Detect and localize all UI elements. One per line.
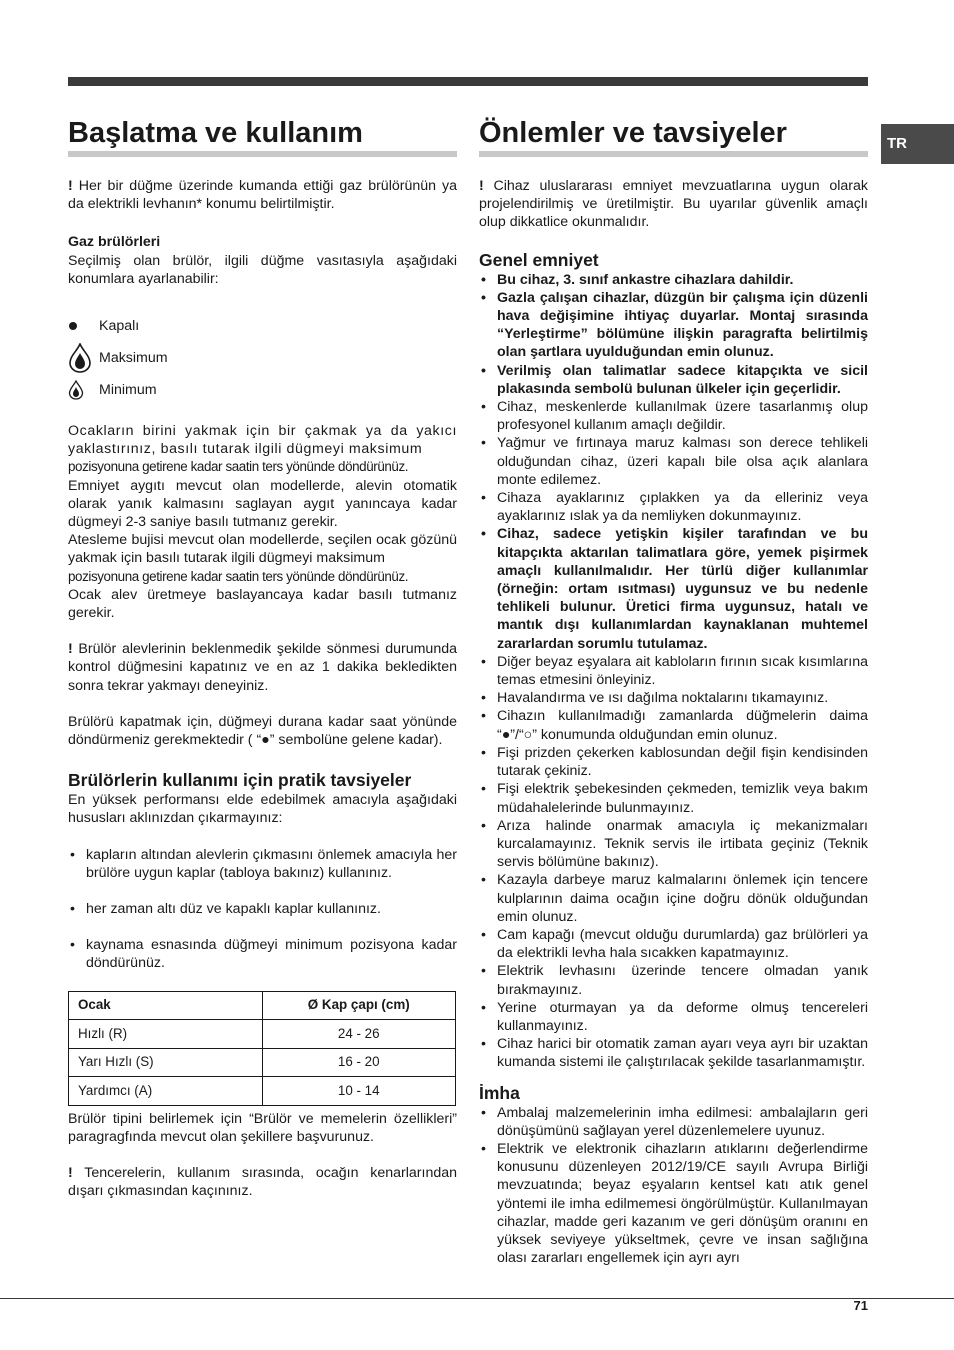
list-item: • Ambalaj malzemelerinin imha edilmesi: ambalajların geri dönüşümünü sağlayan yerel düzenlemelere uyunuz. [479, 1104, 868, 1140]
right-title: Önlemler ve tavsiyeler [479, 115, 868, 157]
disposal-heading: İmha [479, 1082, 520, 1103]
general-safety-list [479, 271, 868, 1072]
list-item: • Cihazın kullanılmadığı zamanlarda düğmelerin daima “●”/“○” konumunda olduğundan emin olunuz. [479, 707, 868, 743]
symbol-list [68, 310, 457, 406]
ignite-text-4: Atesleme bujisi mevcut olan modellerde, seçilen ocak gözünü yakmak için basılı tutarak ilgili dügmeyi maksimum [68, 532, 457, 567]
list-item: • kaynama esnasında düğmeyi minimum pozisyona kadar döndürünüz. [68, 936, 457, 972]
left-column [68, 115, 457, 1201]
list-item: • Verilmiş olan talimatlar sadece kitapçıkta ve sicil plakasında sembolü bulunan ülkeler için geçerlidir. [479, 362, 868, 398]
list-item: • Bu cihaz, 3. sınıf ankastre cihazlara dahildir. [479, 271, 868, 289]
list-item: • Yağmur ve fırtınaya maruz kalması son derece tehlikeli olduğundan cihaz, üzeri kapalı bile olsa açık alanlara monte edilemez. [479, 434, 868, 489]
pot-size-table [68, 991, 456, 1106]
list-item: • her zaman altı düz ve kapaklı kaplar kullanınız. [68, 900, 457, 918]
language-tab: TR [881, 124, 954, 164]
intro-note: ! Her bir düğme üzerinde kumanda ettiği gaz brülörünün ya da elektrikli levhanın* konumu belirtilmiştir. [68, 178, 457, 213]
list-item: • Fişi elektrik şebekesinden çekmeden, temizlik veya bakım müdahalelerinde bulunmayınız. [479, 780, 868, 816]
list-item: • Elektrik levhasını üzerinde tencere olmadan yanık bırakmayınız. [479, 962, 868, 998]
ignite-text-1: Ocakların birini yakmak için bir çakmak ya da yakıcı yaklastırınız, basılı tutarak ilgili dügmeyi maksimum [68, 423, 457, 458]
gas-text: Seçilmiş olan brülör, ilgili düğme vasıtasıyla aşağıdaki konumlara ayarlanabilir: [68, 252, 457, 287]
table-header: Ocak [69, 991, 263, 1020]
list-item: • Havalandırma ve ısı dağılma noktalarını tıkamayınız. [479, 689, 868, 707]
disposal-list [479, 1104, 868, 1268]
ignite-text-2: pozisyonuna getirene kadar saatin ters yönünde döndürünüz. [68, 459, 409, 475]
table-cell: 16 - 20 [262, 1048, 456, 1077]
list-item: • Cihaza ayaklarınız çıplakken ya da elleriniz veya ayaklarınız ıslak ya da nemliyken dokunmayınız. [479, 489, 868, 525]
table-cell: 10 - 14 [262, 1077, 456, 1106]
turn-off-text: Brülörü kapatmak için, düğmeyi durana kadar saat yönünde döndürmeniz gerekmektedir ( “●” sembolüne gelene kadar). [68, 713, 457, 749]
left-title: Başlatma ve kullanım [68, 115, 457, 157]
small-flame-icon [68, 380, 99, 400]
table-header: Ø Kap çapı (cm) [262, 991, 456, 1020]
tips-heading: Brülörlerin kullanımı için pratik tavsiyeler [68, 770, 412, 791]
top-rule [68, 77, 868, 86]
table-cell: Yarı Hızlı (S) [69, 1048, 263, 1077]
table-cell: 24 - 26 [262, 1020, 456, 1049]
table-row [69, 1077, 456, 1106]
list-item: • Gazla çalışan cihazlar, düzgün bir çalışma için düzenli hava değişimine ihtiyaç duyarlar. Montaj sırasında “Yerleştirme” bölümüne ilişkin paragrafta belirtilmiş olan şartlara uyulduğundan emin olunuz. [479, 289, 868, 362]
symbol-min: Minimum [68, 374, 457, 406]
list-item: • Kazayla darbeye maruz kalmalarını önlemek için tencere kulplarının daima ocağın içine doğru dönük olduğundan emin olunuz. [479, 871, 868, 926]
table-header-row [69, 991, 456, 1020]
burner-warning: ! Brülör alevlerinin beklenmedik şekilde sönmesi durumunda kontrol düğmesini kapatınız ve en az 1 dakika bekledikten sonra tekrar yakmayı deneyiniz. [68, 641, 457, 694]
pans-warning: ! Tencerelerin, kullanım sırasında, ocağın kenarlarından dışarı çıkmasından kaçınınız. [68, 1165, 458, 1200]
list-item: • Arıza halinde onarmak amacıyla iç mekanizmaları kurcalamayınız. Teknik servis ile irtibata geçiniz (Teknik servis bölümüne bakınız). [479, 817, 868, 872]
tips-intro: En yüksek performansı elde edebilmek amacıyla aşağıdaki hususları aklınızdan çıkarmayınız: [68, 792, 457, 827]
safety-intro: ! Cihaz uluslararası emniyet mevzuatlarına uygun olarak projelendirilmiş ve üretilmiştir. Bu uyarılar güvenlik amaçlı olup dikkatlice okunmalıdır. [479, 178, 868, 231]
list-item: • Fişi prizden çekerken kablosundan değil fişin kendisinden tutarak çekiniz. [479, 744, 868, 780]
list-item: • Cihaz, meskenlerde kullanılmak üzere tasarlanmış olup profesyonel kullanım amaçlı değildir. [479, 398, 868, 434]
ignite-text-3: Emniyet aygıtı mevcut olan modellerde, alevin otomatik olarak yanık kalmasını saglayan aygıt yanıncaya kadar dügmeyi 2-3 saniye basılı tutmanız gerekir. [68, 477, 457, 531]
large-flame-icon [68, 343, 99, 373]
bottom-rule [0, 1298, 954, 1299]
tips-list [68, 846, 457, 973]
list-item: • Cihaz, sadece yetişkin kişiler tarafından ve bu kitapçıkta aktarılan talimatlara göre, yemek pişirmek amaçlı kullanılmalıdır. Her türlü diğer kullanımlar (örneğin: ortam ısıtması) uygunsuz ve bu nedenle tehlikeli bulunur. Üretici firma uygunsuz, hatalı ve mantık dışı kullanımlardan kaynaklanan muhtemel zararlardan sorumlu tutulamaz. [479, 525, 868, 652]
table-row [69, 1048, 456, 1077]
table-cell: Hızlı (R) [69, 1020, 263, 1049]
ignite-text-6: Ocak alev üretmeye baslayancaya kadar basılı tutmanız gerekir. [68, 586, 457, 622]
list-item: • Diğer beyaz eşyalara ait kabloların fırının sıcak kısımlarına temas etmesini önleyiniz. [479, 653, 868, 689]
table-cell: Yardımcı (A) [69, 1077, 263, 1106]
symbol-off: Kapalı [68, 310, 457, 342]
list-item: • kapların altından alevlerin çıkmasını önlemek amacıyla her brülöre uygun kaplar (tabloya bakınız) kullanınız. [68, 846, 457, 882]
gas-heading: Gaz brülörleri [68, 234, 161, 251]
table-row [69, 1020, 456, 1049]
list-item: • Cihaz harici bir otomatik zaman ayarı veya ayrı bir uzaktan kumanda sistemi ile çalıştırılacak şekilde tasarlanmamıştır. [479, 1035, 868, 1071]
filled-dot-icon [68, 321, 99, 331]
list-item: • Elektrik ve elektronik cihazların atıklarını değerlendirme konusunu düzenleyen 2012/19/CE sayılı Avrupa Birliği mevzuatında; beyaz eşyaların kentsel katı atık genel yöntemi ile imha edilmemesi öngörülmüştür. Kullanılmayan cihazlar, madde geri kazanım ve geri dönüşüm oranını en yüksek seviyeye yükseltmek, çevre ve insan sağlığına olası zararları engellemek için ayrı ayrı [479, 1140, 868, 1267]
page-number: 71 [853, 1298, 868, 1313]
general-safety-heading: Genel emniyet [479, 249, 599, 270]
ignite-text-5: pozisyonuna getirene kadar saatin ters yönünde döndürünüz. [68, 568, 409, 584]
list-item: • Cam kapağı (mevcut olduğu durumlarda) gaz brülörleri ya da elektrikli levha hala sıcakken kapatmayınız. [479, 926, 868, 962]
after-table-text: Brülör tipini belirlemek için “Brülör ve memelerin özellikleri” paragragfında mevcut olan şekillere başvurunuz. [68, 1110, 457, 1145]
right-column [479, 115, 868, 1267]
symbol-max: Maksimum [68, 342, 457, 374]
list-item: • Yerine oturmayan ya da deforme olmuş tencereleri kullanmayınız. [479, 999, 868, 1035]
